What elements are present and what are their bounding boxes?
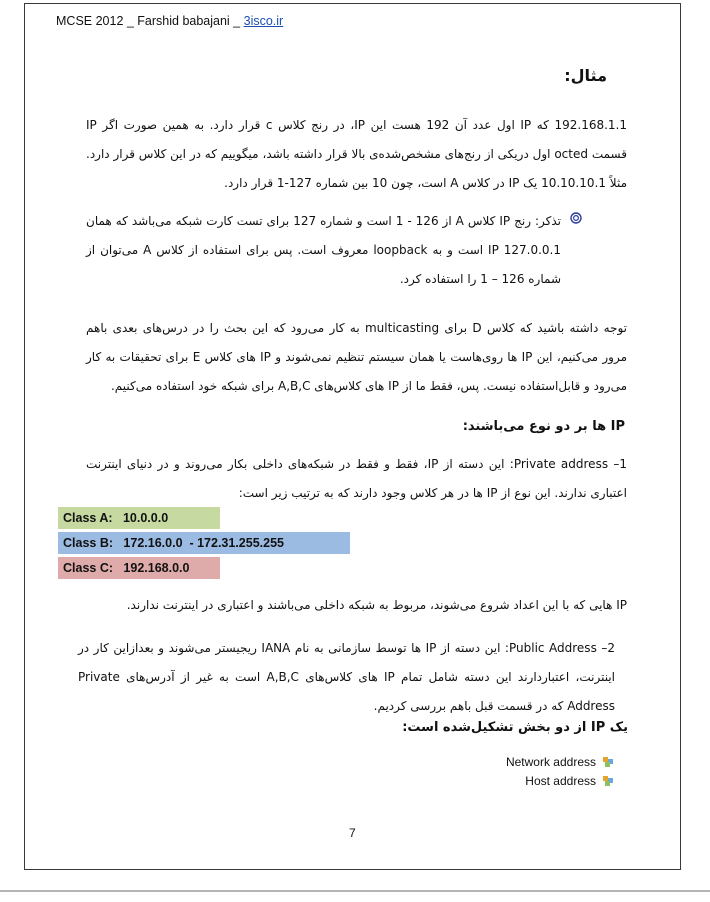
page-number: 7 — [349, 826, 356, 840]
network-bullet-icon — [602, 775, 614, 787]
bullet-label: Network address — [505, 755, 596, 769]
heading-ip-parts: یک IP از دو بخش تشکیل‌شده است: — [402, 720, 628, 735]
network-bullet-icon — [602, 756, 614, 768]
private-address-item: 1– Private address: این دسته از IP، فقط و فقط در شبکه‌های داخلی بکار می‌روند و در دنیای اینترنت اعتباری ندارند. این نوع از IP ها در هر کلاس وجود دارند که به ترتیب زیر است: — [86, 457, 627, 500]
loopback-note: تذکر: رنج IP کلاس A از 126 - 1 است و شماره 127 برای تست کارت شبکه می‌باشد که همان IP 127.0.0.1 است و به loopback معروف است. پس برای استفاده از کلاس A می‌توان از شماره 126 – 1 را استفاده کرد. — [86, 214, 562, 286]
header-text: MCSE 2012 _ Farshid babajani _ — [56, 14, 244, 28]
paragraph-classes-d-e: توجه داشته باشید که کلاس D برای multicasting به کار می‌رود که این بحث را در درس‌های بعدی باهم مرور می‌کنیم، این IP ها روی‌هاست یا همان سیستم تنظیم نمی‌شوند و IP های کلاس E برای تحقیقات به کار می‌رود و قابل‌استفاده نیست. پس، فقط ما از IP های کلاس‌های A,B,C برای شبکه خود استفاده می‌کنیم. — [86, 321, 628, 393]
class-a-bar: Class A: 10.0.0.0 — [58, 507, 220, 529]
bullet-host-address — [525, 774, 614, 788]
bullet-label: Host address — [525, 774, 596, 788]
public-address-item: 2– Public Address: این دسته از IP ها توسط سازمانی به نام IANA ریجیستر می‌شوند و بعدازاین کار در اینترنت، اعتباردارند این دسته شامل تمام IP های کلاس‌های A,B,C است به غیر از آدرس‌های Private Address که در قسمت قبل باهم بررسی کردیم. — [78, 641, 615, 713]
class-b-bar: Class B: 172.16.0.0 - 172.31.255.255 — [58, 532, 350, 554]
header-link[interactable]: 3isco.ir — [243, 14, 284, 28]
heading-ip-types: IP ها بر دو نوع می‌باشند: — [462, 419, 625, 434]
section-title: مثال: — [564, 66, 607, 85]
paragraph-class-c-example: 192.168.1.1 که IP اول عدد آن 192 هست این IP، در رنج کلاس c قرار دارد. به همین صورت اگر IP قسمت octed اول دریکی از رنج‌های مشخص‌شده‌ی بالا قرار داشته باشد، میگوییم که در این کلاس قرار دارد. مثلاً 10.10.10.1 یک IP در کلاس A است، چون 10 بین شماره 127-1 قرار دارد. — [86, 118, 628, 190]
note-spiral-icon — [570, 212, 582, 224]
viewer-bottom-divider — [0, 890, 710, 892]
page-header — [56, 14, 283, 28]
bullet-network-address — [506, 755, 614, 769]
private-address-note: IP هایی که با این اعداد شروع می‌شوند، مربوط به شبکه داخلی می‌باشند و اعتباری در اینترنت ندارند. — [126, 598, 627, 612]
class-c-bar: Class C: 192.168.0.0 — [58, 557, 220, 579]
